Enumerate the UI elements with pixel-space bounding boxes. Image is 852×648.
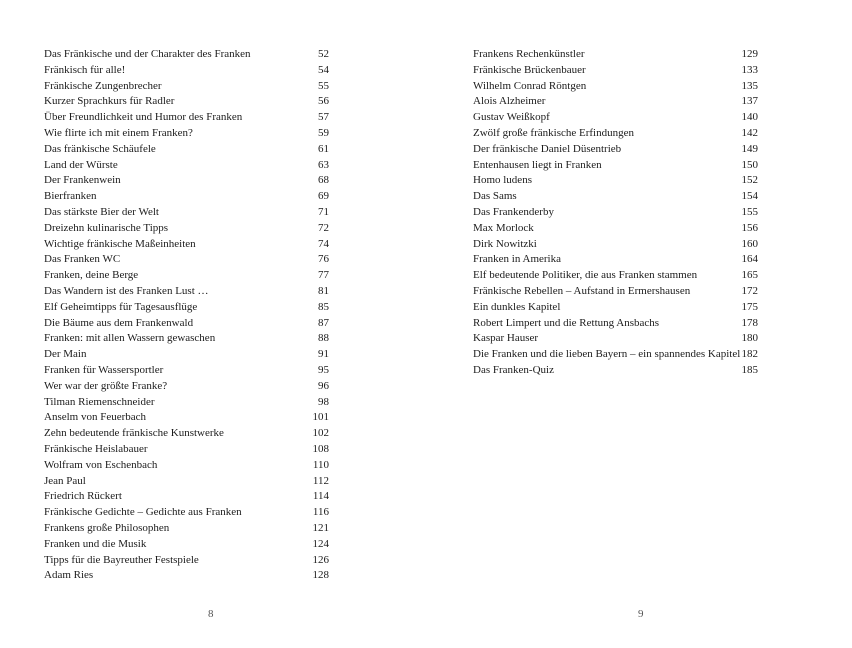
toc-entry-title: Franken für Wassersportler xyxy=(44,363,164,376)
toc-entry-page-number: 112 xyxy=(312,474,329,487)
toc-entry-page-number: 102 xyxy=(312,427,329,440)
toc-entry-title: Franken und die Musik xyxy=(44,537,147,550)
toc-entry xyxy=(473,268,758,284)
toc-entry xyxy=(44,268,329,284)
toc-entry-page-number: 91 xyxy=(318,348,329,361)
toc-entry-page-number: 88 xyxy=(318,332,329,345)
toc-entry xyxy=(44,158,329,174)
toc-entry-title: Die Bäume aus dem Frankenwald xyxy=(44,316,194,329)
toc-entry-title: Das Frankenderby xyxy=(473,205,554,218)
toc-entry xyxy=(473,63,758,79)
toc-entry-title: Frankens große Philosophen xyxy=(44,521,170,534)
toc-entry xyxy=(473,347,758,363)
toc-entry-page-number: 156 xyxy=(741,221,758,234)
toc-entry-page-number: 121 xyxy=(312,521,329,534)
toc-entry-page-number: 150 xyxy=(741,158,758,171)
toc-entry-page-number: 77 xyxy=(318,269,329,282)
toc-entry-title: Das Franken WC xyxy=(44,253,121,266)
toc-entry xyxy=(473,331,758,347)
toc-entry-title: Entenhausen liegt in Franken xyxy=(473,158,602,171)
toc-entry xyxy=(473,173,758,189)
toc-entry xyxy=(44,521,329,537)
toc-entry-title: Das Wandern ist des Franken Lust … xyxy=(44,284,209,297)
toc-entry-title: Das Sams xyxy=(473,190,517,203)
toc-entry-title: Fränkische Zungenbrecher xyxy=(44,79,162,92)
toc-entry-page-number: 81 xyxy=(318,284,329,297)
toc-entry xyxy=(44,110,329,126)
toc-entry xyxy=(44,205,329,221)
toc-entry-page-number: 55 xyxy=(318,79,329,92)
toc-entry-title: Zwölf große fränkische Erfindungen xyxy=(473,126,634,139)
toc-entry xyxy=(44,63,329,79)
toc-entry-page-number: 71 xyxy=(318,205,329,218)
toc-entry-title: Homo ludens xyxy=(473,174,532,187)
toc-entry xyxy=(44,284,329,300)
toc-entry-page-number: 87 xyxy=(318,316,329,329)
toc-entry-page-number: 98 xyxy=(318,395,329,408)
toc-entry-title: Elf bedeutende Politiker, die aus Franken stammen xyxy=(473,269,698,282)
toc-entry-title: Franken: mit allen Wassern gewaschen xyxy=(44,332,216,345)
toc-entry-page-number: 172 xyxy=(741,284,758,297)
toc-entry-page-number: 116 xyxy=(312,506,329,519)
toc-entry-title: Das Franken-Quiz xyxy=(473,363,554,376)
toc-entry-page-number: 114 xyxy=(312,490,329,503)
toc-entry xyxy=(473,142,758,158)
toc-entry-page-number: 129 xyxy=(741,48,758,60)
toc-entry xyxy=(44,568,329,584)
page-number-right: 9 xyxy=(638,608,644,620)
toc-entry-page-number: 68 xyxy=(318,174,329,187)
toc-entry-page-number: 180 xyxy=(741,332,758,345)
toc-entry-page-number: 133 xyxy=(741,63,758,76)
toc-entry-page-number: 108 xyxy=(312,442,329,455)
toc-entry-page-number: 95 xyxy=(318,363,329,376)
toc-entry-page-number: 110 xyxy=(312,458,329,471)
toc-entry-title: Elf Geheimtipps für Tagesausflüge xyxy=(44,300,198,313)
toc-entry-title: Jean Paul xyxy=(44,474,86,487)
toc-entry xyxy=(44,126,329,142)
toc-entry-page-number: 61 xyxy=(318,142,329,155)
toc-entry xyxy=(44,553,329,569)
toc-entry-page-number: 56 xyxy=(318,95,329,108)
toc-entry-page-number: 69 xyxy=(318,190,329,203)
toc-entry-title: Wie flirte ich mit einem Franken? xyxy=(44,126,193,139)
toc-entry-title: Bierfranken xyxy=(44,190,97,203)
toc-entry xyxy=(473,126,758,142)
toc-entry-page-number: 74 xyxy=(318,237,329,250)
toc-entry-title: Fränkische Gedichte – Gedichte aus Franken xyxy=(44,506,242,519)
toc-entry-title: Wilhelm Conrad Röntgen xyxy=(473,79,587,92)
toc-entry xyxy=(473,284,758,300)
toc-entry-page-number: 182 xyxy=(741,348,758,361)
toc-entry-page-number: 135 xyxy=(741,79,758,92)
toc-entry xyxy=(44,94,329,110)
toc-entry-page-number: 54 xyxy=(318,63,329,76)
toc-entry-page-number: 140 xyxy=(741,111,758,124)
toc-entry-title: Franken in Amerika xyxy=(473,253,561,266)
toc-entry-title: Tilman Riemenschneider xyxy=(44,395,155,408)
toc-entry-title: Max Morlock xyxy=(473,221,534,234)
toc-entry-page-number: 149 xyxy=(741,142,758,155)
toc-entry xyxy=(44,300,329,316)
toc-entry-title: Über Freundlichkeit und Humor des Franken xyxy=(44,111,243,124)
toc-entry-title: Wichtige fränkische Maßeinheiten xyxy=(44,237,196,250)
toc-entry xyxy=(44,347,329,363)
toc-entry-title: Zehn bedeutende fränkische Kunstwerke xyxy=(44,427,224,440)
table-of-contents-right xyxy=(473,47,758,379)
toc-entry-title: Das stärkste Bier der Welt xyxy=(44,205,159,218)
toc-entry-title: Das fränkische Schäufele xyxy=(44,142,156,155)
toc-entry-title: Wolfram von Eschenbach xyxy=(44,458,158,471)
toc-entry-page-number: 154 xyxy=(741,190,758,203)
toc-entry xyxy=(44,379,329,395)
toc-entry xyxy=(44,537,329,553)
toc-entry-page-number: 85 xyxy=(318,300,329,313)
toc-entry-page-number: 101 xyxy=(312,411,329,424)
toc-entry xyxy=(473,300,758,316)
toc-entry-page-number: 126 xyxy=(312,553,329,566)
toc-entry-title: Dreizehn kulinarische Tipps xyxy=(44,221,169,234)
toc-entry-title: Das Fränkische und der Charakter des Franken xyxy=(44,48,251,60)
toc-entry-page-number: 152 xyxy=(741,174,758,187)
toc-entry xyxy=(473,363,758,379)
toc-entry-title: Land der Würste xyxy=(44,158,118,171)
toc-entry-title: Ein dunkles Kapitel xyxy=(473,300,561,313)
toc-entry xyxy=(473,237,758,253)
toc-entry xyxy=(473,252,758,268)
toc-entry-title: Fränkische Rebellen – Aufstand in Ermershausen xyxy=(473,284,691,297)
toc-entry-title: Wer war der größte Franke? xyxy=(44,379,168,392)
toc-entry xyxy=(44,142,329,158)
toc-entry xyxy=(473,94,758,110)
toc-entry xyxy=(44,221,329,237)
toc-entry-page-number: 124 xyxy=(312,537,329,550)
toc-entry-page-number: 57 xyxy=(318,111,329,124)
toc-entry-page-number: 160 xyxy=(741,237,758,250)
toc-entry xyxy=(473,189,758,205)
toc-entry xyxy=(473,47,758,63)
toc-entry-title: Dirk Nowitzki xyxy=(473,237,537,250)
toc-entry-title: Anselm von Feuerbach xyxy=(44,411,147,424)
toc-entry-title: Kaspar Hauser xyxy=(473,332,539,345)
toc-entry-title: Der Frankenwein xyxy=(44,174,121,187)
toc-entry-page-number: 72 xyxy=(318,221,329,234)
toc-entry-title: Frankens Rechenkünstler xyxy=(473,48,585,60)
toc-entry xyxy=(44,47,329,63)
toc-entry-page-number: 164 xyxy=(741,253,758,266)
toc-entry xyxy=(44,363,329,379)
toc-entry xyxy=(44,252,329,268)
toc-entry-title: Fränkische Brückenbauer xyxy=(473,63,586,76)
toc-entry xyxy=(44,79,329,95)
table-of-contents-left xyxy=(44,47,329,584)
toc-entry-page-number: 96 xyxy=(318,379,329,392)
toc-entry xyxy=(44,410,329,426)
toc-entry-page-number: 59 xyxy=(318,126,329,139)
toc-entry-title: Friedrich Rückert xyxy=(44,490,122,503)
toc-entry-page-number: 142 xyxy=(741,126,758,139)
right-page xyxy=(426,0,852,648)
toc-entry-page-number: 137 xyxy=(741,95,758,108)
toc-entry-page-number: 178 xyxy=(741,316,758,329)
toc-entry xyxy=(44,316,329,332)
toc-entry-page-number: 63 xyxy=(318,158,329,171)
toc-entry-title: Fränkisch für alle! xyxy=(44,63,126,76)
toc-entry xyxy=(473,316,758,332)
toc-entry-title: Der Main xyxy=(44,348,87,361)
toc-entry xyxy=(44,442,329,458)
toc-entry-title: Gustav Weißkopf xyxy=(473,111,550,124)
toc-entry xyxy=(44,237,329,253)
toc-entry-title: Kurzer Sprachkurs für Radler xyxy=(44,95,175,108)
toc-entry-page-number: 175 xyxy=(741,300,758,313)
toc-entry xyxy=(473,158,758,174)
toc-entry-page-number: 185 xyxy=(741,363,758,376)
toc-entry xyxy=(44,331,329,347)
toc-entry xyxy=(44,173,329,189)
toc-entry-title: Adam Ries xyxy=(44,569,94,582)
toc-entry xyxy=(44,395,329,411)
toc-entry xyxy=(473,110,758,126)
page-number-left: 8 xyxy=(208,608,214,620)
toc-entry-title: Die Franken und die lieben Bayern – ein spannendes Kapitel xyxy=(473,348,741,361)
toc-entry xyxy=(44,189,329,205)
toc-entry xyxy=(44,474,329,490)
toc-entry-title: Alois Alzheimer xyxy=(473,95,546,108)
toc-entry-title: Robert Limpert und die Rettung Ansbachs xyxy=(473,316,660,329)
toc-entry xyxy=(44,505,329,521)
toc-entry-page-number: 52 xyxy=(318,48,329,60)
toc-entry xyxy=(44,489,329,505)
toc-entry xyxy=(473,205,758,221)
toc-entry-title: Der fränkische Daniel Düsentrieb xyxy=(473,142,622,155)
toc-entry-title: Tipps für die Bayreuther Festspiele xyxy=(44,553,199,566)
toc-entry xyxy=(44,426,329,442)
toc-entry-page-number: 165 xyxy=(741,269,758,282)
toc-entry-title: Fränkische Heislabauer xyxy=(44,442,148,455)
toc-entry-title: Franken, deine Berge xyxy=(44,269,139,282)
toc-entry xyxy=(473,221,758,237)
toc-entry-page-number: 128 xyxy=(312,569,329,582)
toc-entry xyxy=(473,79,758,95)
toc-entry-page-number: 155 xyxy=(741,205,758,218)
toc-entry-page-number: 76 xyxy=(318,253,329,266)
toc-entry xyxy=(44,458,329,474)
